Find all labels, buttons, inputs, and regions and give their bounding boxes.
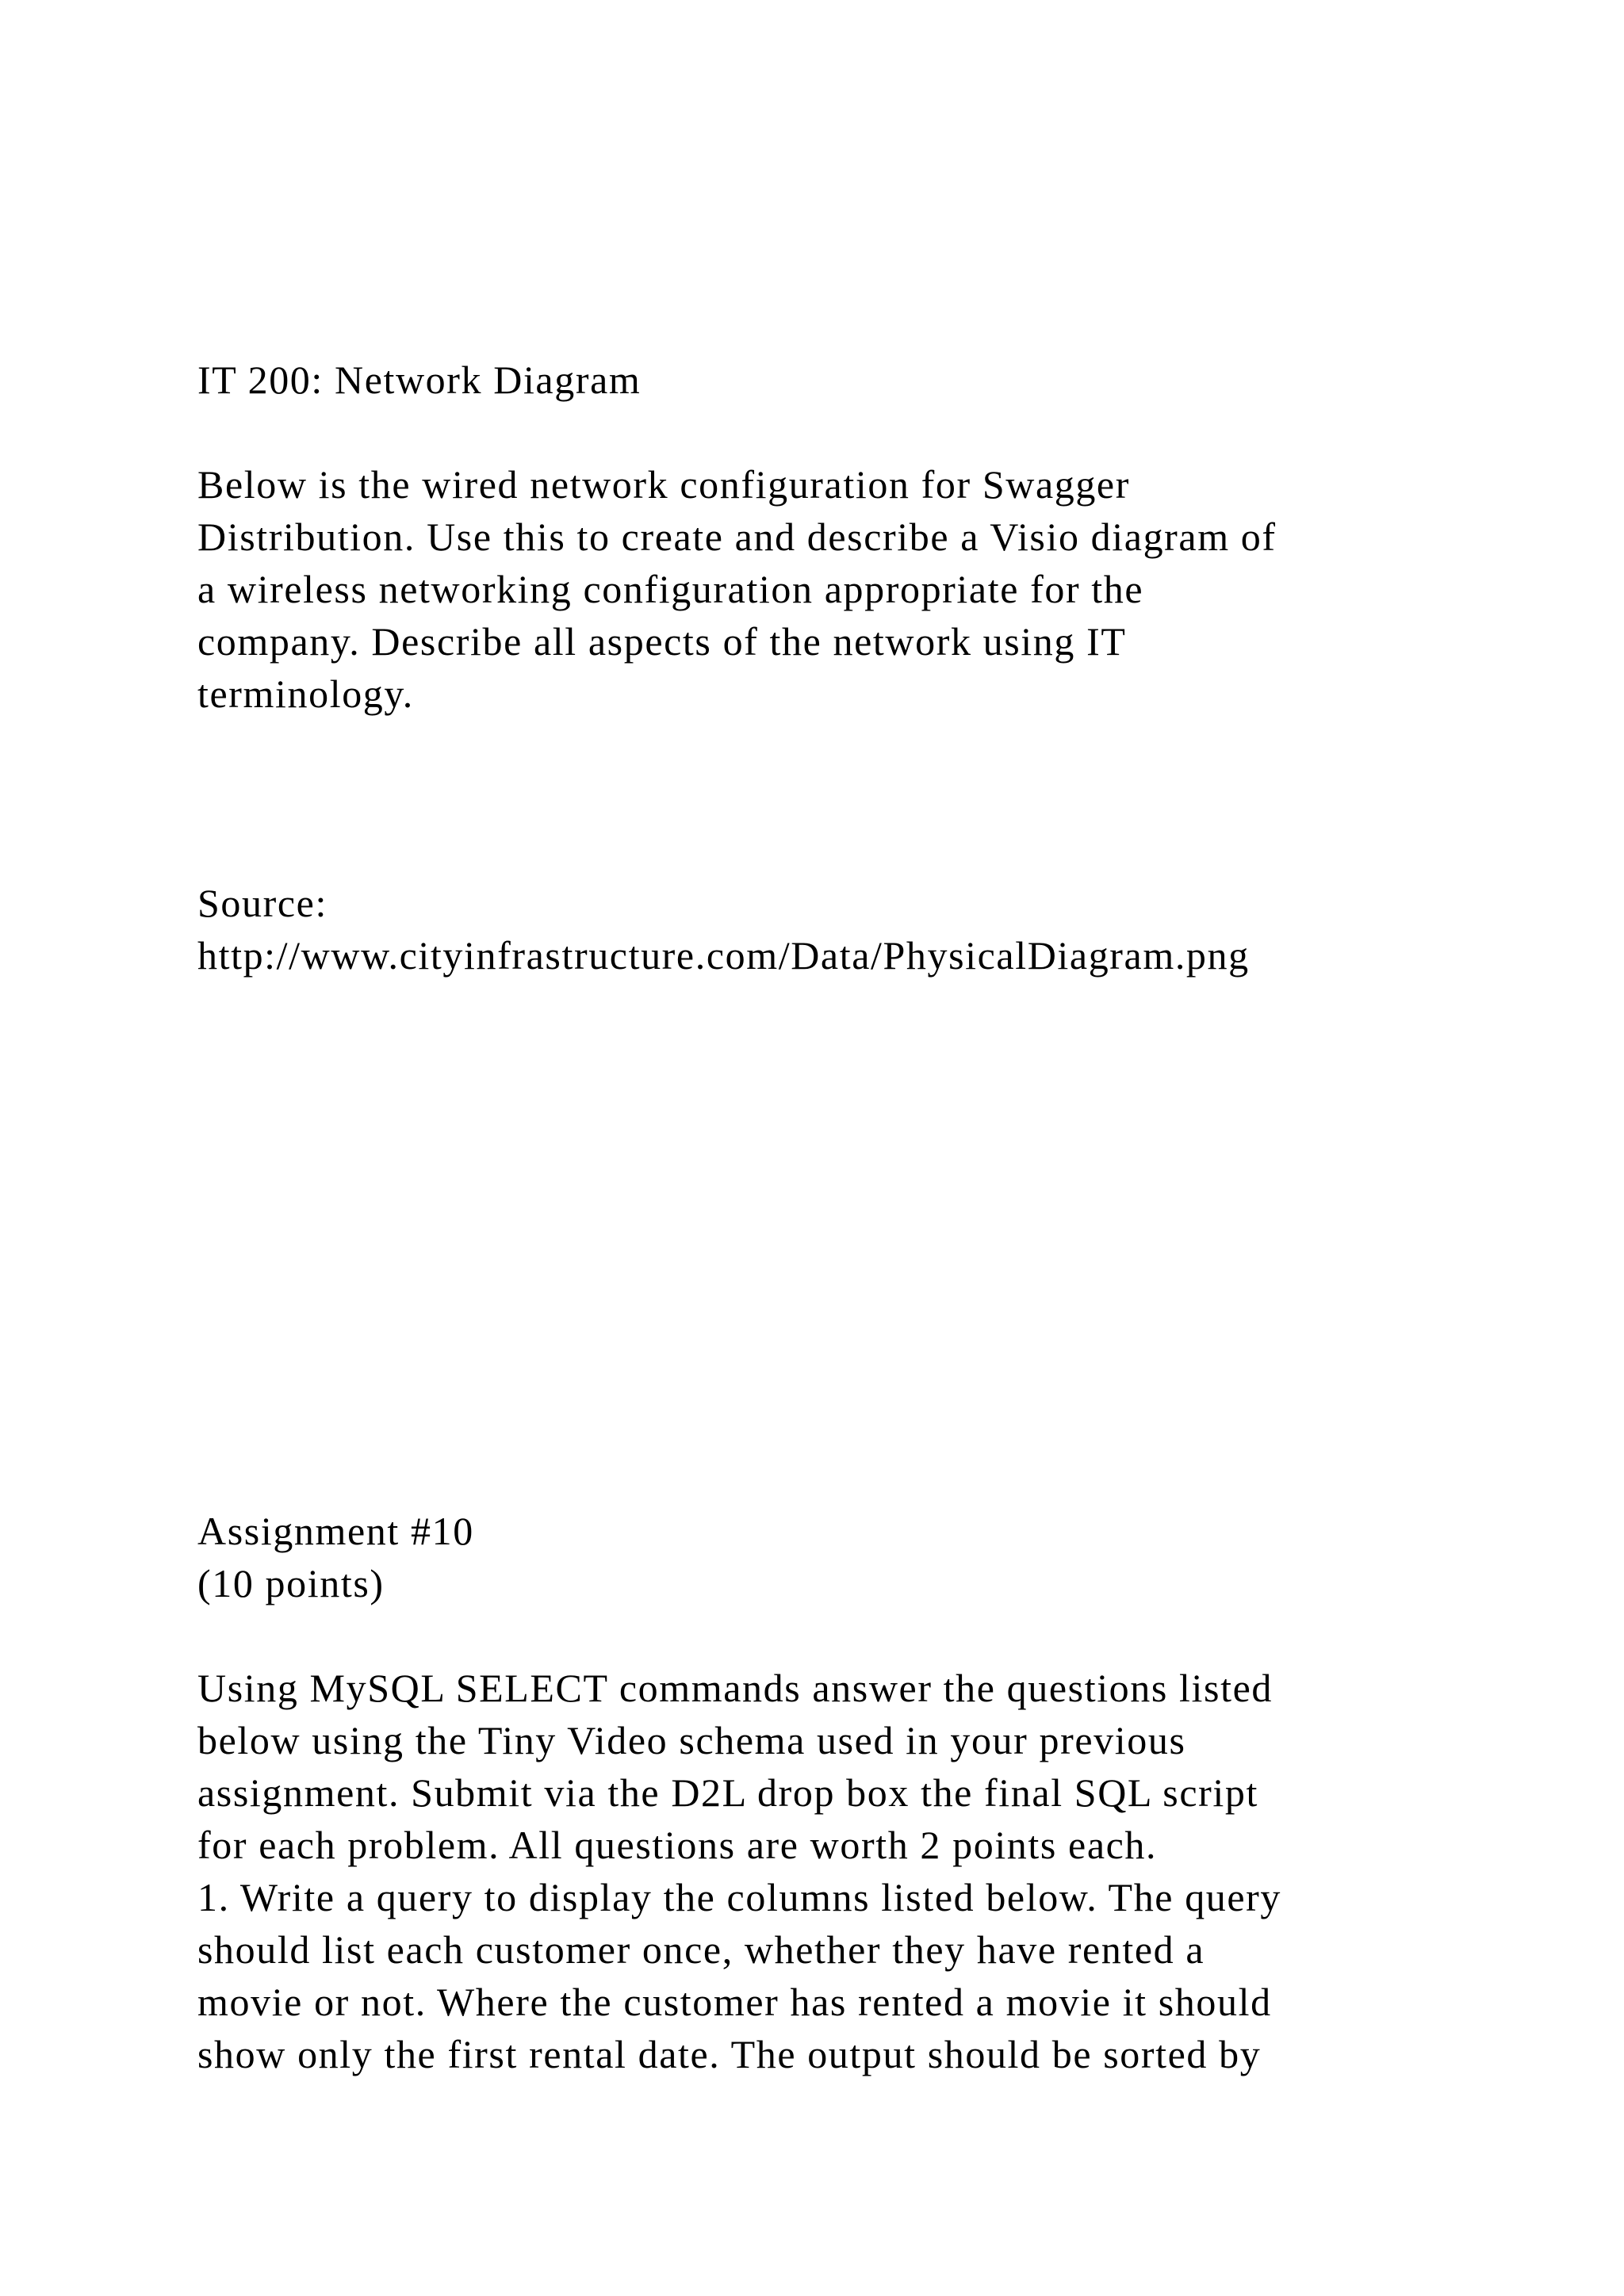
body-line: below using the Tiny Video schema used in your previous — [197, 1718, 1186, 1762]
intro-line: a wireless networking configuration appropriate for the — [197, 567, 1144, 611]
assignment-title: Assignment #10 — [197, 1509, 474, 1553]
body-line: show only the first rental date. The output should be sorted by — [197, 2032, 1262, 2076]
assignment-points: (10 points) — [197, 1561, 385, 1605]
document-title: IT 200: Network Diagram — [197, 358, 642, 402]
body-line: assignment. Submit via the D2L drop box the final SQL script — [197, 1770, 1258, 1815]
body-line: Using MySQL SELECT commands answer the questions listed — [197, 1666, 1273, 1710]
body-line: 1. Write a query to display the columns listed below. The query — [197, 1875, 1282, 1919]
intro-line: Below is the wired network configuration for Swagger — [197, 462, 1130, 507]
intro-line: company. Describe all aspects of the network using IT — [197, 619, 1127, 664]
intro-line: terminology. — [197, 672, 414, 716]
intro-line: Distribution. Use this to create and describe a Visio diagram of — [197, 515, 1277, 559]
body-line: for each problem. All questions are worth 2 points each. — [197, 1823, 1158, 1867]
source-url: http://www.cityinfrastructure.com/Data/PhysicalDiagram.png — [197, 933, 1250, 978]
source-label: Source: — [197, 881, 327, 925]
body-line: should list each customer once, whether they have rented a — [197, 1927, 1205, 1972]
body-line: movie or not. Where the customer has rented a movie it should — [197, 1980, 1272, 2024]
